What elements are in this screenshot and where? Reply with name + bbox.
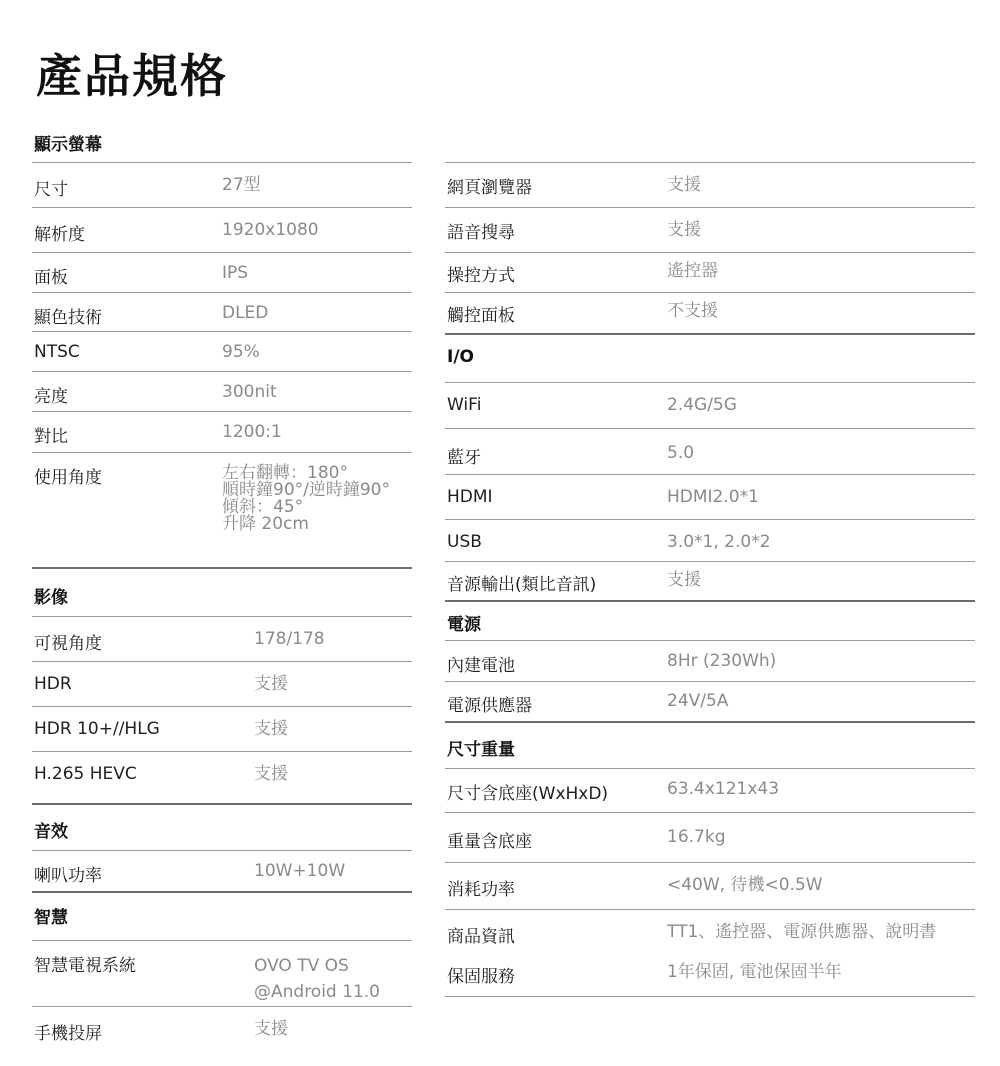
spec-value: 95% (222, 342, 260, 362)
spec-value-multiline (222, 465, 390, 533)
spec-row (445, 253, 975, 293)
spec-value: 178/178 (254, 629, 325, 649)
spec-label: HDR (34, 674, 72, 694)
spec-column-right (445, 162, 975, 997)
spec-column-left (32, 118, 412, 1051)
spec-row (445, 383, 975, 429)
section-title: I/O (447, 347, 474, 367)
spec-row (32, 1007, 412, 1051)
spec-row (445, 769, 975, 813)
spec-value: 8Hr (230Wh) (667, 651, 777, 671)
spec-row (32, 662, 412, 707)
spec-value: 支援 (667, 175, 701, 195)
spec-label: HDMI (447, 487, 493, 507)
spec-row (445, 163, 975, 208)
spec-label: 可視角度 (34, 634, 102, 654)
spec-value: 遙控器 (667, 261, 718, 281)
section-title: 影像 (34, 588, 68, 608)
spec-value: 不支援 (667, 301, 718, 321)
spec-label: 藍牙 (447, 448, 481, 468)
spec-value-line: 順時鐘90°/逆時鐘90° (222, 480, 390, 500)
spec-row (445, 863, 975, 910)
spec-row (445, 682, 975, 723)
spec-label: 對比 (34, 427, 68, 447)
spec-label: 內建電池 (447, 656, 515, 676)
spec-row (32, 707, 412, 752)
spec-value: TT1、遙控器、電源供應器、說明書 (667, 922, 937, 942)
section-header-size (445, 723, 975, 769)
section-title: 音效 (34, 822, 68, 842)
spec-row (445, 520, 975, 562)
spec-value: 10W+10W (254, 861, 346, 881)
spec-value: 63.4x121x43 (667, 779, 780, 799)
spec-value-line: 升降 20cm (222, 514, 309, 534)
spec-value: 支援 (667, 220, 701, 240)
spec-label: 手機投屏 (34, 1024, 102, 1044)
section-title: 電源 (447, 615, 481, 635)
spec-value: 3.0*1, 2.0*2 (667, 532, 771, 552)
spec-label: 使用角度 (34, 468, 102, 488)
spec-row (32, 293, 412, 332)
spec-label: 顯色技術 (34, 308, 102, 328)
spec-value: 16.7kg (667, 827, 726, 847)
spec-value: 1年保固, 電池保固半年 (667, 962, 842, 982)
spec-value: IPS (222, 263, 249, 283)
spec-value: <40W, 待機<0.5W (667, 875, 823, 895)
section-header-io (445, 335, 975, 383)
spec-value: 1200:1 (222, 422, 282, 442)
spec-value: 支援 (254, 1019, 288, 1039)
spec-label: 消耗功率 (447, 880, 515, 900)
spec-row (32, 372, 412, 412)
spec-value: 27型 (222, 175, 261, 195)
spec-row (445, 641, 975, 682)
spec-label: 語音搜尋 (447, 223, 515, 243)
section-header-audio (32, 805, 412, 851)
spec-value-multiline (254, 953, 380, 1005)
section-title: 顯示螢幕 (34, 135, 102, 155)
spec-value: 支援 (667, 570, 701, 590)
spec-value-line: 傾斜：45° (222, 497, 304, 517)
spec-label: 面板 (34, 268, 68, 288)
spec-label: 商品資訊 (447, 927, 515, 947)
spec-value-line: @Android 11.0 (254, 982, 380, 1002)
spec-label: 保固服務 (447, 967, 515, 987)
spec-row (445, 429, 975, 475)
spec-row (32, 851, 412, 893)
spec-label: 操控方式 (447, 266, 515, 286)
spec-value-line: OVO TV OS (254, 956, 349, 976)
spec-value: 5.0 (667, 443, 695, 463)
spec-label: 解析度 (34, 225, 85, 245)
spec-value: DLED (222, 303, 269, 323)
spec-label: 尺寸 (34, 180, 68, 200)
spec-row (445, 208, 975, 253)
spec-label: WiFi (447, 395, 482, 415)
spec-row (32, 752, 412, 805)
spec-label: USB (447, 532, 482, 552)
spec-label: 智慧電視系統 (34, 956, 136, 976)
spec-label: 網頁瀏覽器 (447, 178, 532, 198)
page-title: 產品規格 (36, 49, 228, 103)
section-header-smart (32, 893, 412, 941)
spec-value: 支援 (254, 674, 288, 694)
spec-label: 電源供應器 (447, 696, 532, 716)
spec-row (445, 475, 975, 520)
spec-label: 觸控面板 (447, 306, 515, 326)
spec-value: 支援 (254, 764, 288, 784)
spec-value: 300nit (222, 382, 277, 402)
section-title: 智慧 (34, 908, 68, 928)
spec-row (32, 332, 412, 372)
spec-row (445, 562, 975, 602)
spec-label: HDR 10+//HLG (34, 719, 160, 739)
spec-row (445, 910, 975, 956)
spec-row (32, 208, 412, 253)
spec-row (32, 163, 412, 208)
spec-value: 支援 (254, 719, 288, 739)
section-header-image (32, 569, 412, 617)
spec-label: H.265 HEVC (34, 764, 137, 784)
spec-label: 喇叭功率 (34, 866, 102, 886)
spec-label: 尺寸含底座(WxHxD) (447, 784, 609, 804)
spec-value: 1920x1080 (222, 220, 319, 240)
spec-value: 24V/5A (667, 691, 729, 711)
spec-row (32, 617, 412, 662)
spec-label: NTSC (34, 342, 80, 362)
spec-row (32, 253, 412, 293)
section-header-display (32, 118, 412, 163)
spec-label: 重量含底座 (447, 832, 532, 852)
spec-value: 2.4G/5G (667, 395, 737, 415)
spec-row (32, 412, 412, 453)
spec-row (445, 813, 975, 863)
spec-value: HDMI2.0*1 (667, 487, 759, 507)
spec-label: 音源輸出(類比音訊) (447, 575, 597, 595)
spec-label: 亮度 (34, 387, 68, 407)
section-header-power (445, 602, 975, 641)
spec-value-line: 左右翻轉：180° (222, 463, 348, 483)
spec-row (445, 956, 975, 997)
spec-row (32, 941, 412, 1007)
spec-row (445, 293, 975, 335)
section-title: 尺寸重量 (447, 740, 515, 760)
spec-row (32, 453, 412, 569)
